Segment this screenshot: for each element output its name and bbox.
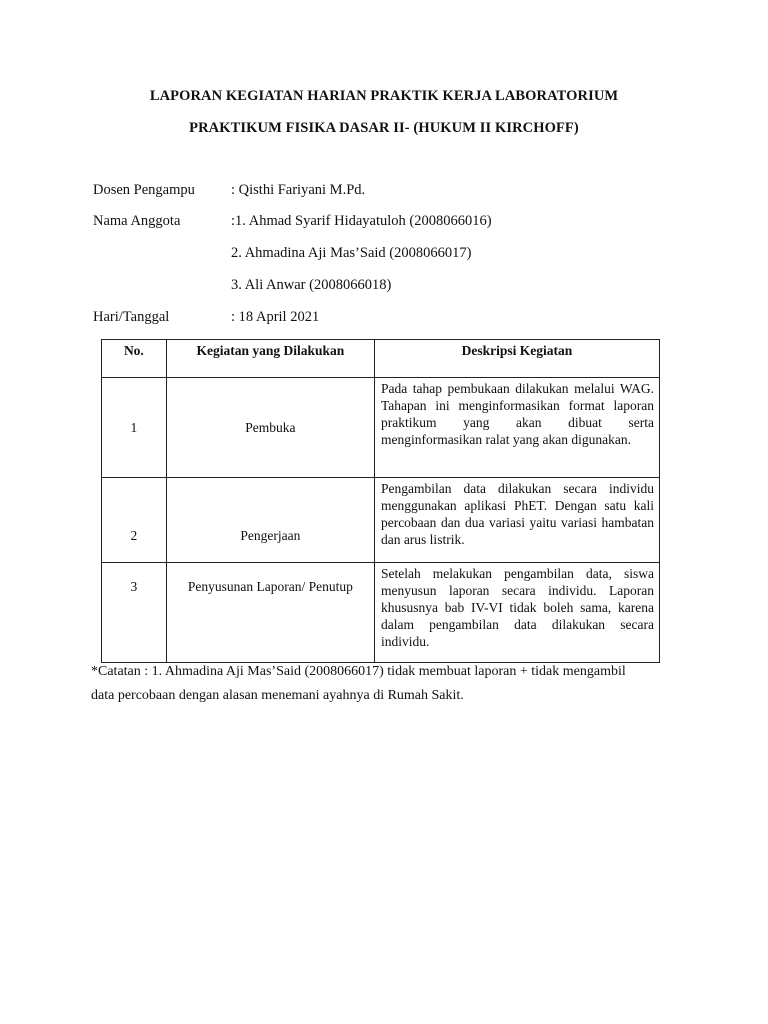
- table-row: [102, 378, 660, 478]
- dosen-value: : Qisthi Fariyani M.Pd.: [231, 182, 366, 198]
- row-deskripsi-text: Pengambilan data dilakukan secara individu menggunakan aplikasi PhET. Dengan satu kali percobaan dan dua variasi yaitu variasi hambatan dan arus listrik.: [380, 481, 654, 547]
- anggota-3: 3. Ali Anwar (2008066018): [231, 277, 392, 293]
- row-kegiatan: Pengerjaan: [166, 478, 374, 563]
- row-no: 1: [102, 378, 167, 478]
- document-title: LAPORAN KEGIATAN HARIAN PRAKTIK KERJA LABORATORIUM: [149, 88, 619, 104]
- header-deskripsi: Deskripsi Kegiatan: [374, 340, 659, 378]
- header-no: No.: [102, 340, 167, 378]
- tanggal-label: Hari/Tanggal: [93, 309, 170, 325]
- row-deskripsi: [374, 378, 659, 478]
- row-kegiatan: Penyusunan Laporan/ Penutup: [166, 563, 374, 663]
- catatan-note: *Catatan : 1. Ahmadina Aji Mas’Said (2008066017) tidak membuat laporan + tidak mengambil data percobaan dengan alasan menemani ayahnya di Rumah Sakit.: [91, 664, 626, 703]
- row-deskripsi-text: Pada tahap pembukaan dilakukan melalui WAG. Tahapan ini menginformasikan format laporan praktikum yang akan dibuat serta menginformasikan ralat yang akan digunakan.: [380, 381, 654, 447]
- row-no: 3: [102, 563, 167, 663]
- anggota-2: 2. Ahmadina Aji Mas’Said (2008066017): [231, 245, 472, 261]
- table-row: [102, 563, 660, 663]
- table-header-row: [102, 340, 660, 378]
- row-deskripsi-text: Setelah melakukan pengambilan data, siswa menyusun laporan secara individu. Laporan khususnya bab IV-VI tidak boleh sama, karena dalam pengambilan data dilakukan secara individu.: [380, 566, 654, 649]
- row-no: 2: [102, 478, 167, 563]
- anggota-1: :1. Ahmad Syarif Hidayatuloh (2008066016): [231, 213, 492, 229]
- row-kegiatan: Pembuka: [166, 378, 374, 478]
- activity-table: [101, 339, 660, 663]
- document-subtitle: PRAKTIKUM FISIKA DASAR II- (HUKUM II KIRCHOFF): [189, 120, 579, 136]
- row-deskripsi: [374, 478, 659, 563]
- header-kegiatan: Kegiatan yang Dilakukan: [166, 340, 374, 378]
- tanggal-value: : 18 April 2021: [231, 309, 320, 325]
- dosen-label: Dosen Pengampu: [93, 182, 195, 198]
- anggota-label: Nama Anggota: [93, 213, 181, 229]
- row-deskripsi: [374, 563, 659, 663]
- table-row: [102, 478, 660, 563]
